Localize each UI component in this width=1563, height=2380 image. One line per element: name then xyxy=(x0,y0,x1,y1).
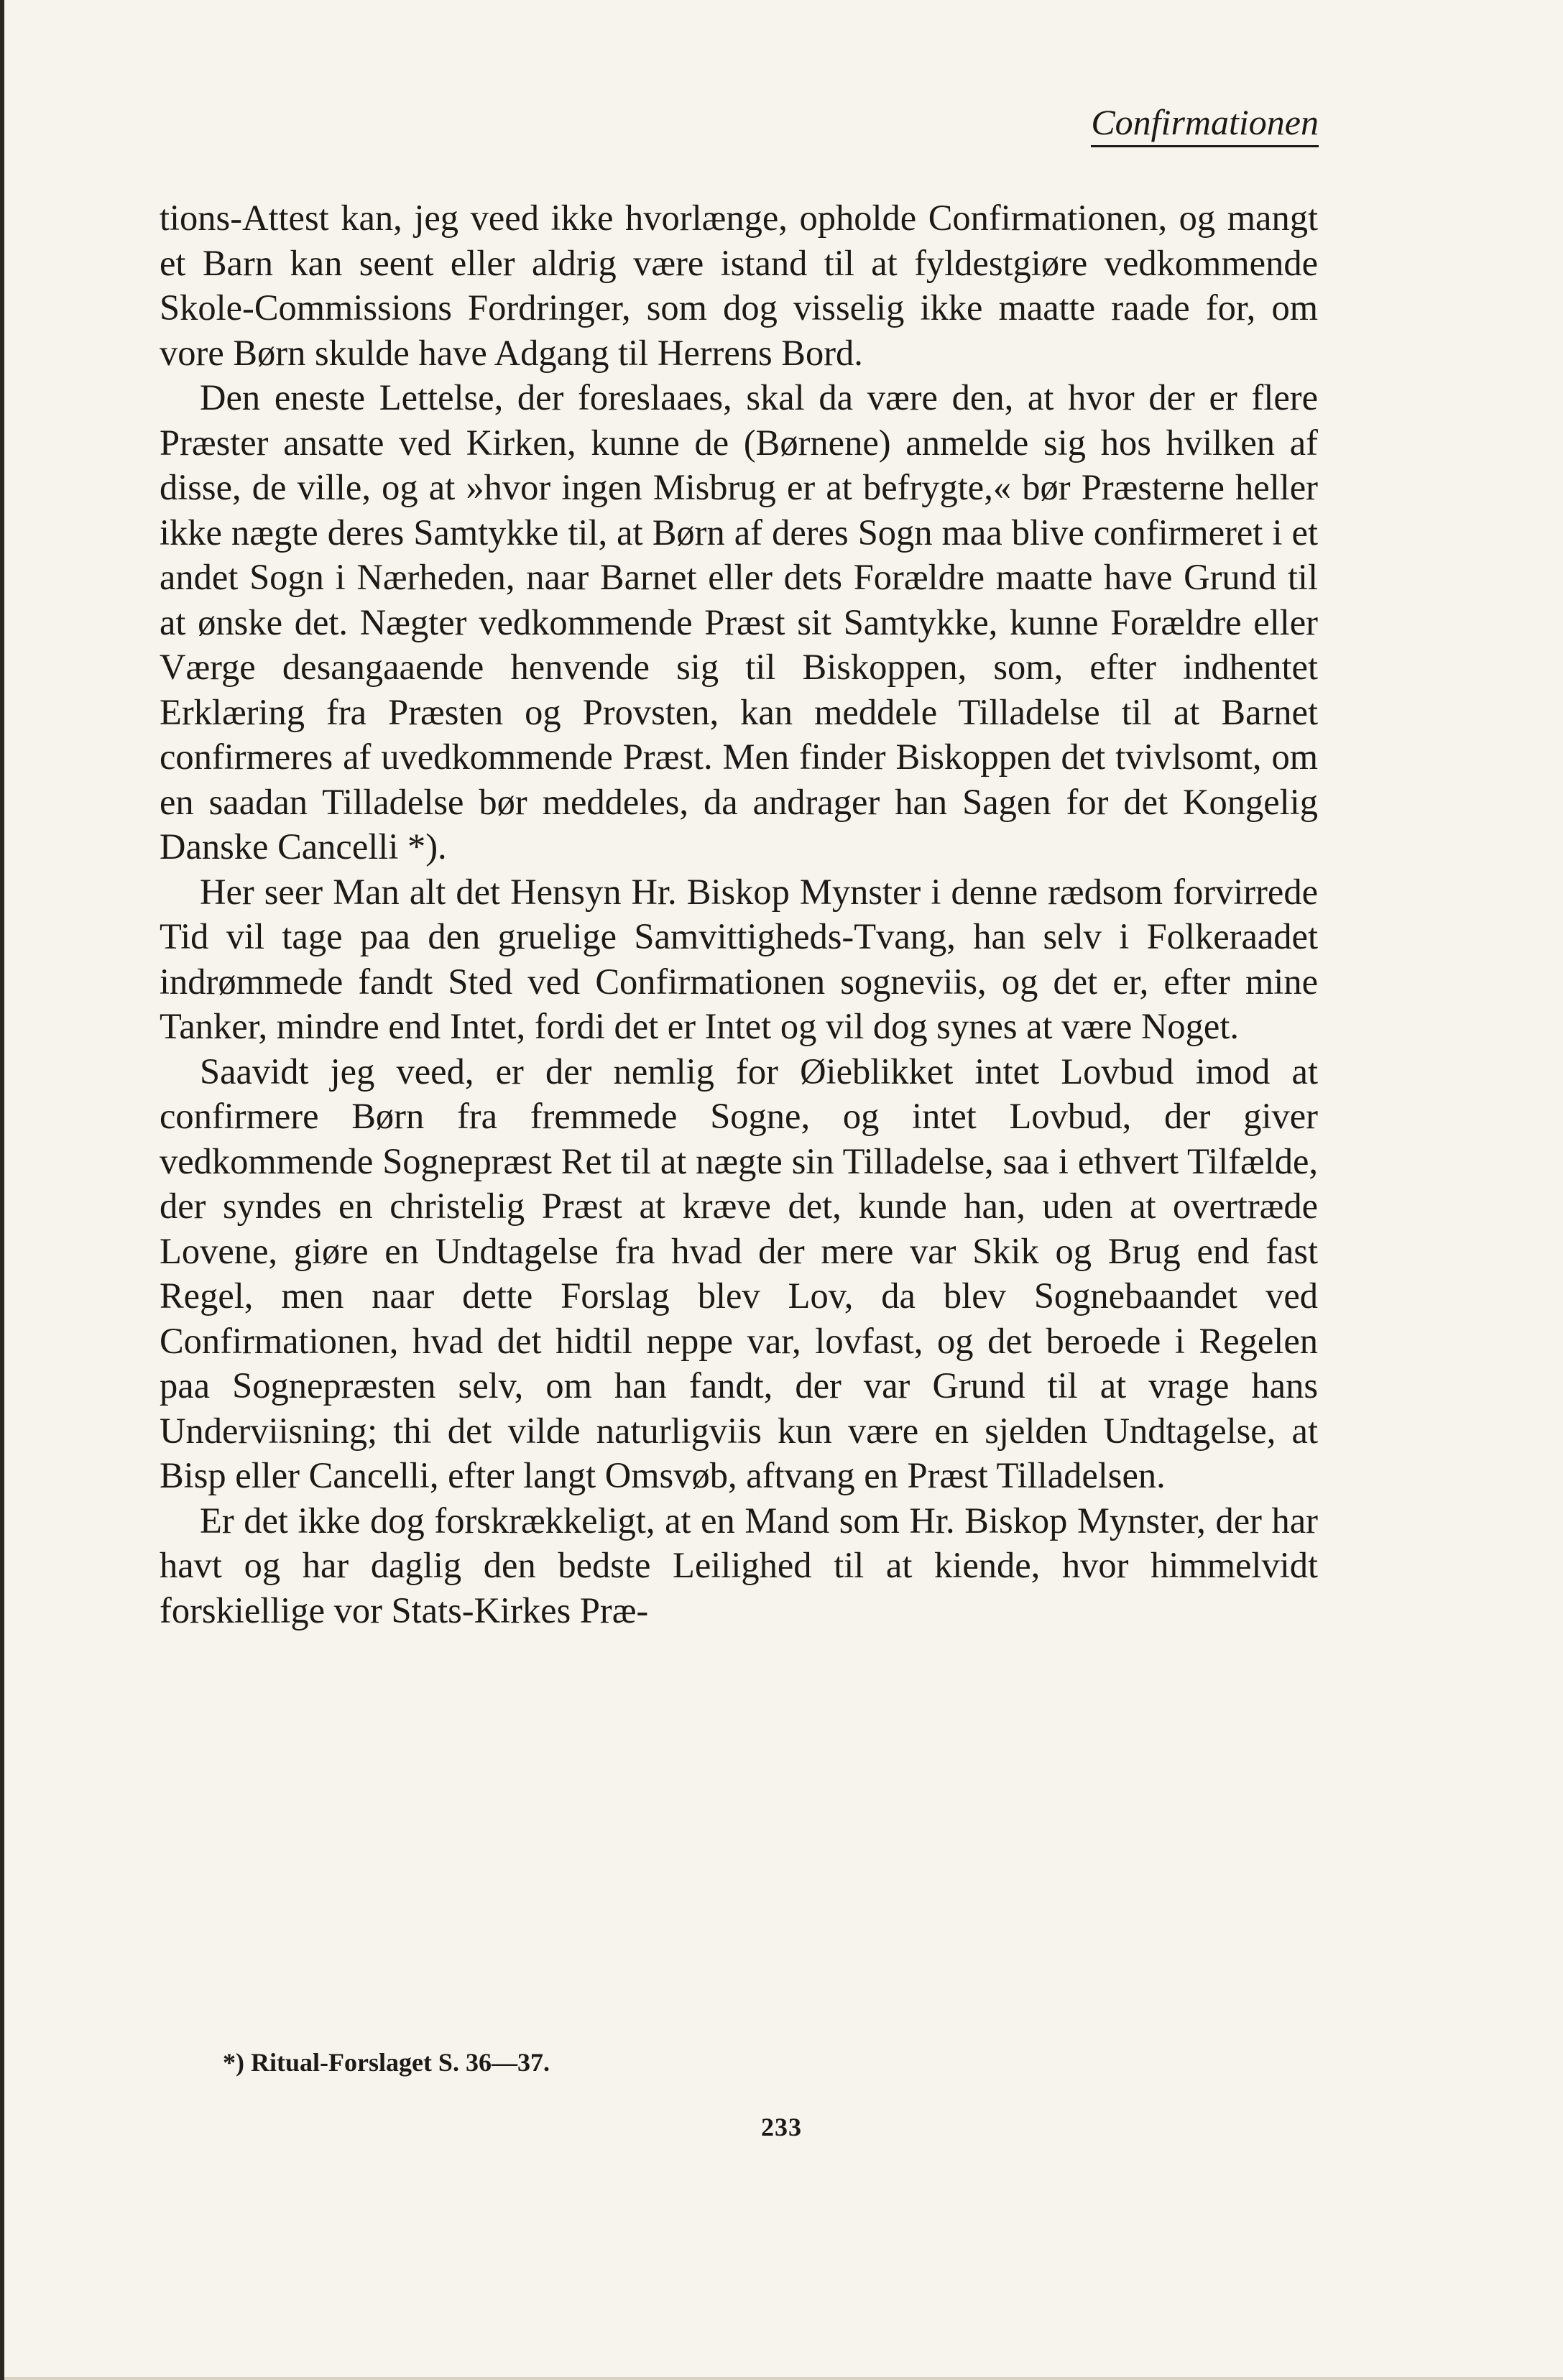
paragraph-4: Saavidt jeg veed, er der nemlig for Øieblikket intet Lovbud imod at confirmere Børn fra fremmede Sogne, og intet Lovbud, der giver vedkommende Sognepræst Ret til at nægte sin Tilladelse, saa i ethvert Tilfælde, der syndes en christelig Præst at kræve det, kunde han, uden at overtræde Lovene, giøre en Undtagelse fra hvad der mere var Skik og Brug end fast Regel, men naar dette Forslag blev Lov, da blev Sognebaandet ved Confirmationen, hvad det hidtil neppe var, lovfast, og det beroede i Regelen paa Sognepræsten selv, om han fandt, der var Grund til at vrage hans Underviisning; thi det vilde naturligviis kun være en sjelden Undtagelse, at Bisp eller Cancelli, efter langt Omsvøb, aftvang en Præst Tilladelsen. xyxy=(160,1051,1318,1495)
footnote: *) Ritual-Forslaget S. 36—37. xyxy=(223,2048,550,2077)
paragraph-2: Den eneste Lettelse, der foreslaaes, skal da være den, at hvor der er flere Præster ansatte ved Kirken, kunne de (Børnene) anmelde sig hos hvilken af disse, de ville, og at »hvor ingen Misbrug er at befrygte,« bør Præsterne heller ikke nægte deres Samtykke til, at Børn af deres Sogn maa blive confirmeret i et andet Sogn i Nærheden, naar Barnet eller dets Forældre maatte have Grund til at ønske det. Nægter vedkommende Præst sit Samtykke, kunne Forældre eller Værge desangaaende henvende sig til Biskoppen, som, efter indhentet Erklæring fra Præsten og Provsten, kan meddele Tilladelse til at Barnet confirmeres af uvedkommende Præst. Men finder Biskoppen det tvivlsomt, om en saadan Tilladelse bør meddeles, da andrager han Sagen for det Kongelig Danske Cancelli *). xyxy=(160,377,1318,867)
page-number: 233 xyxy=(761,2113,802,2141)
body-text xyxy=(160,195,1318,1633)
paragraph-5: Er det ikke dog forskrækkeligt, at en Mand som Hr. Biskop Mynster, der har havt og har daglig den bedste Leilighed til at kiende, hvor himmelvidt forskiellige vor Stats-Kirkes Præ- xyxy=(160,1500,1318,1631)
paragraph-3: Her seer Man alt det Hensyn Hr. Biskop Mynster i denne rædsom forvirrede Tid vil tage paa den gruelige Samvittigheds-Tvang, han selv i Folkeraadet indrømmede fandt Sted ved Confirmationen sogneviis, og det er, efter mine Tanker, mindre end Intet, fordi det er Intet og vil dog synes at være Noget. xyxy=(160,871,1318,1046)
running-head: Confirmationen xyxy=(1091,101,1319,147)
page-header xyxy=(158,101,1319,151)
paragraph-1: tions-Attest kan, jeg veed ikke hvorlænge, opholde Confirmationen, og mangt et Barn kan seent eller aldrig være istand til at fyldestgiøre vedkommende Skole-Commissions Fordringer, som dog visselig ikke maatte raade for, om vore Børn skulde have Adgang til Herrens Bord. xyxy=(160,198,1318,373)
